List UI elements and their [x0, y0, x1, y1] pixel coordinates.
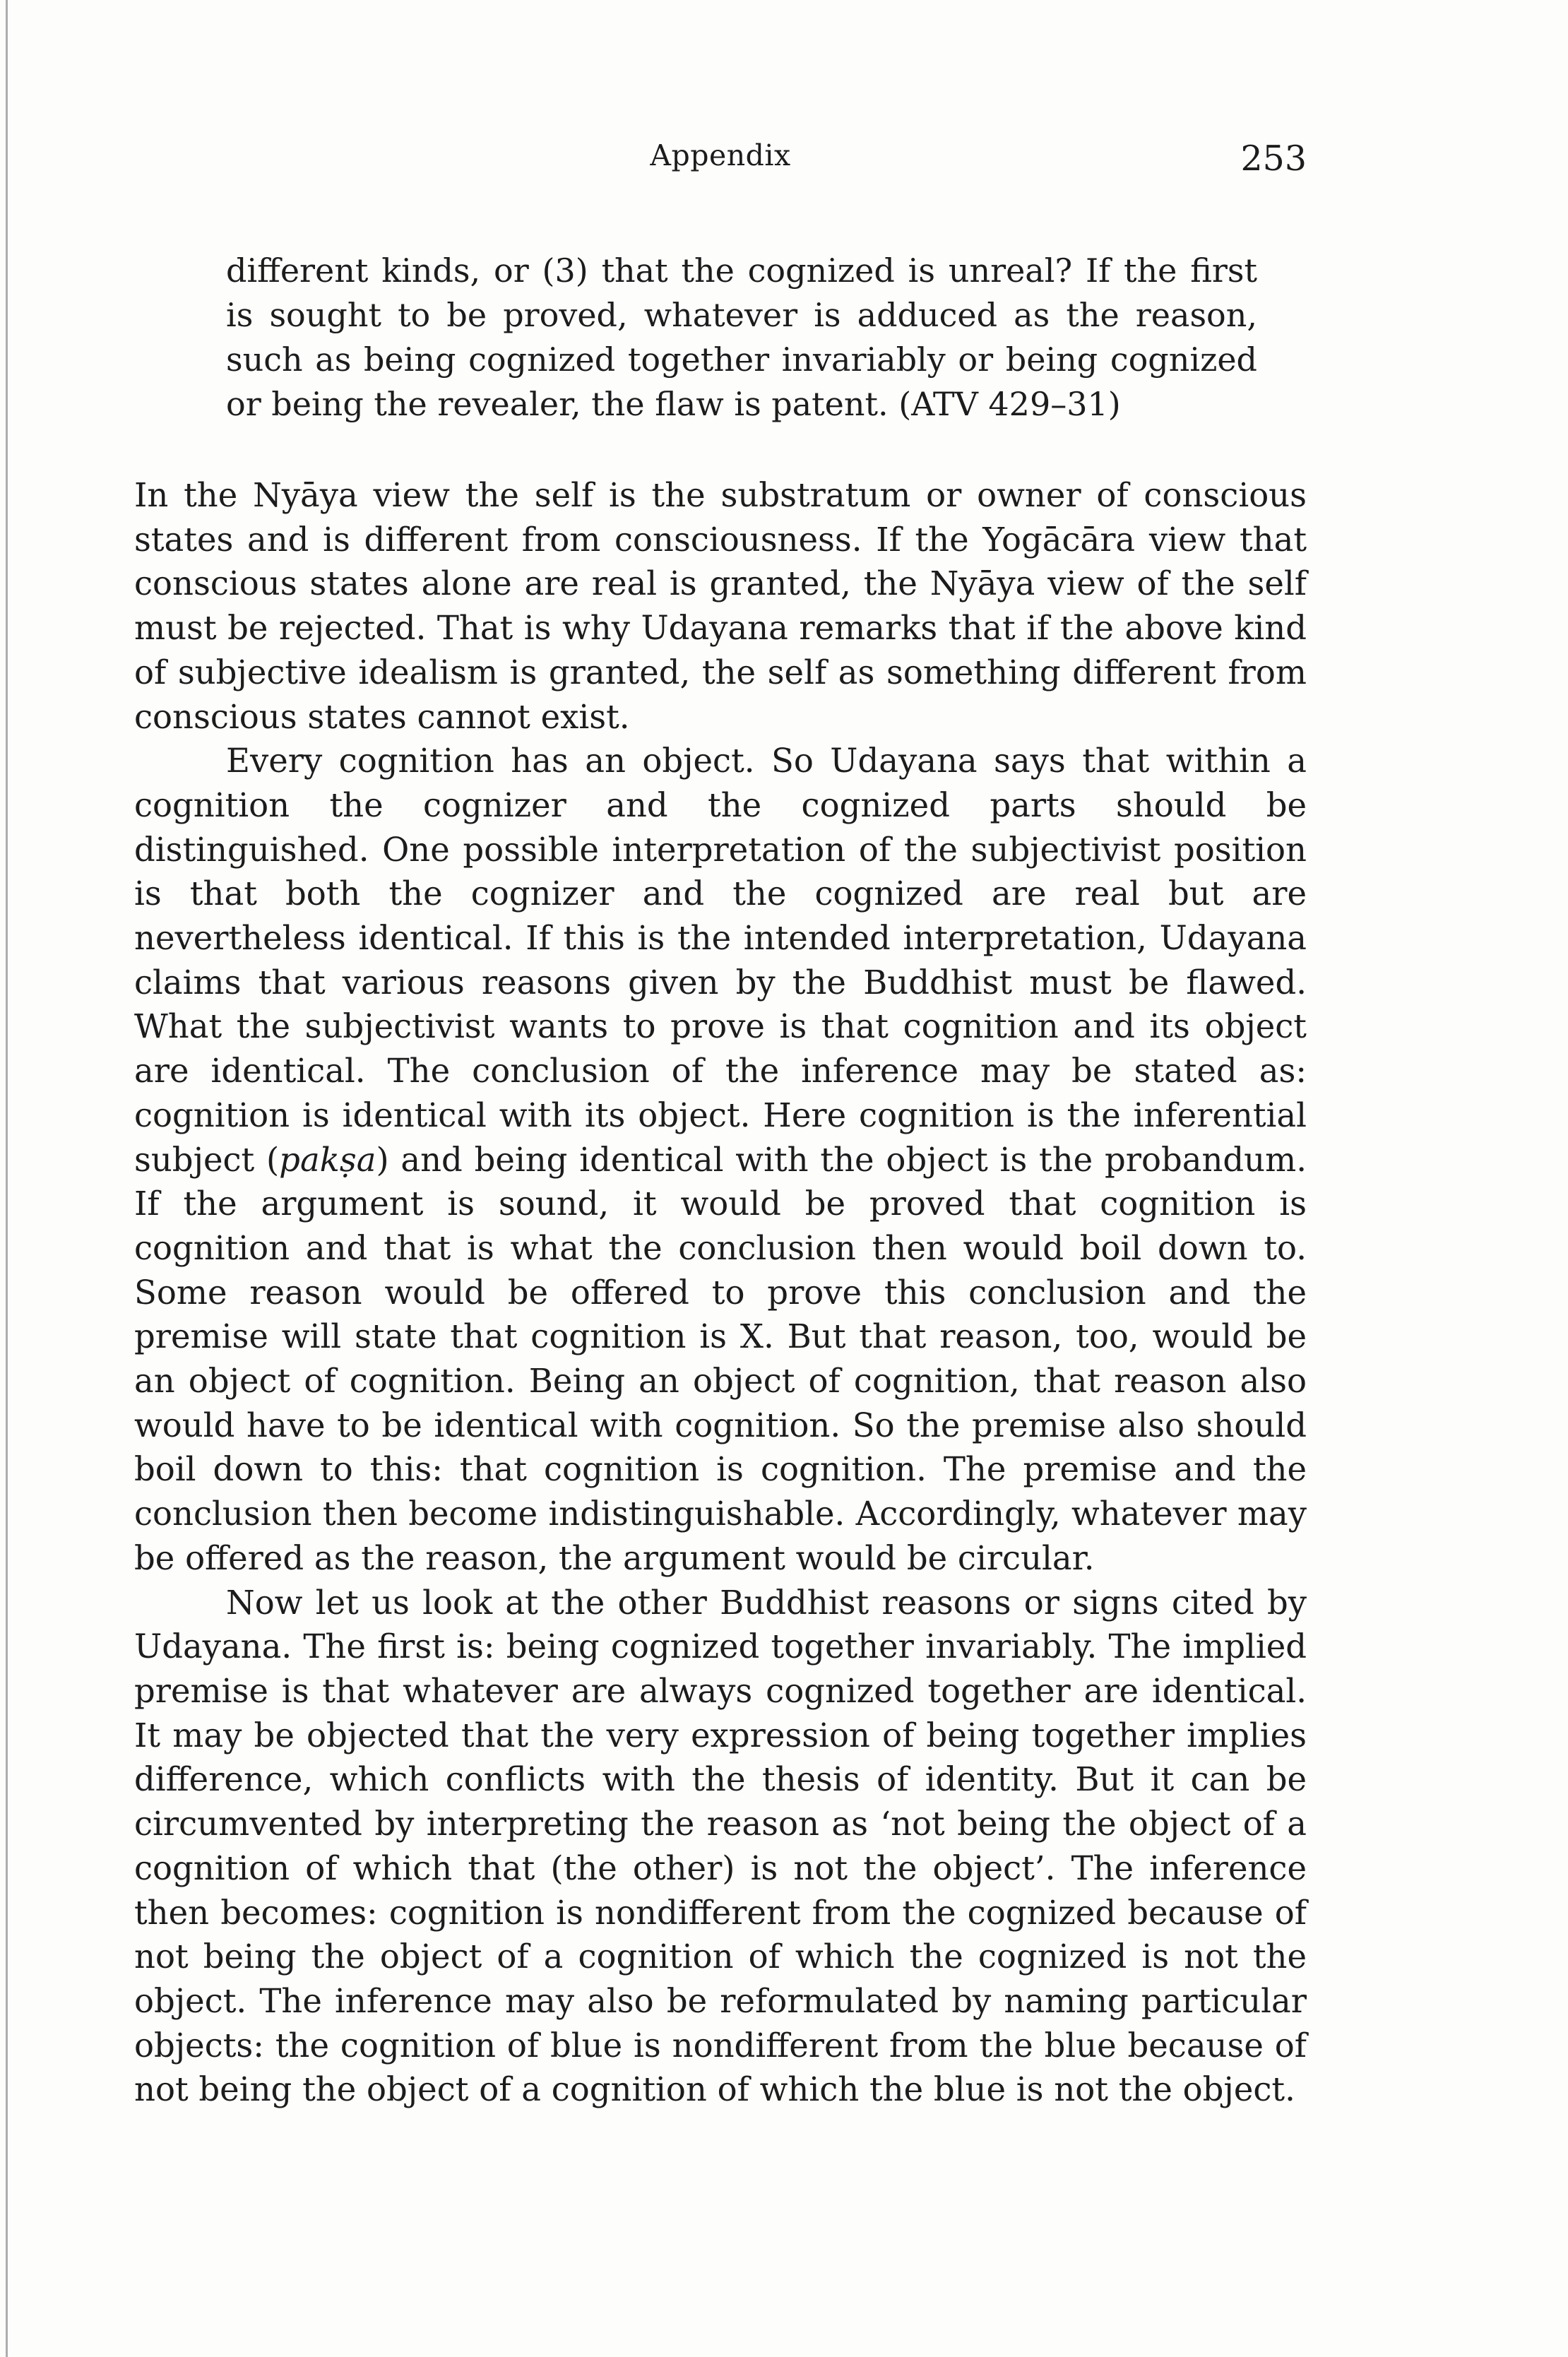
- page-edge-line: [6, 0, 8, 2357]
- italic-term-paksa: pakṣa: [279, 1140, 376, 1179]
- body-text: [134, 473, 1307, 2112]
- page-number: 253: [1240, 138, 1307, 179]
- paragraph-2-part-1: Every cognition has an object. So Udayana says that within a cognition the cognizer and the cognized parts should be distinguished. One possible interpretation of the subjectivist position is that both the cognizer and the cognized are real but are nevertheless identical. If this is the intended interpretation, Udayana claims that various reasons given by the Buddhist must be flawed. What the subjectivist wants to prove is that cognition and its object are identical. The conclusion of the inference may be stated as: cognition is identical with its object. Here cognition is the inferential subject (: [134, 742, 1307, 1179]
- paragraph-3: Now let us look at the other Buddhist reasons or signs cited by Udayana. The first is: being cognized together invariably. The implied premise is that whatever are always cognized together are identical. It may be objected that the very expression of being together implies difference, which conflicts with the thesis of identity. But it can be circumvented by interpreting the reason as ‘not being the object of a cognition of which that (the other) is not the object’. The inference then becomes: cognition is nondifferent from the cognized because of not being the object of a cognition of which the cognized is not the object. The inference may also be reformulated by naming particular objects: the cognition of blue is nondifferent from the blue because of not being the object of a cognition of which the blue is not the object.: [134, 1583, 1307, 2109]
- paragraph-2-part-2: ) and being identical with the object is the probandum. If the argument is sound, it would be proved that cognition is cognition and that is what the conclusion then would boil down to. Some reason would be offered to prove this conclusion and the premise will state that cognition is X. But that reason, too, would be an object of cognition. Being an object of cognition, that reason also would have to be identical with cognition. So the premise also should boil down to this: that cognition is cognition. The premise and the conclusion then become indistinguishable. Accordingly, whatever may be offered as the reason, the argument would be circular.: [134, 1140, 1307, 1577]
- running-head: Appendix: [650, 138, 791, 172]
- block-quote: [226, 249, 1257, 427]
- page-header: [134, 138, 1307, 188]
- paragraph-1: In the Nyāya view the self is the substratum or owner of conscious states and is different from consciousness. If the Yogācāra view that conscious states alone are real is granted, the Nyāya view of the self must be rejected. That is why Udayana remarks that if the above kind of subjective idealism is granted, the self as something different from conscious states cannot exist.: [134, 476, 1307, 736]
- paragraph-2: [134, 739, 1307, 1580]
- block-quote-text: different kinds, or (3) that the cognized is unreal? If the first is sought to be proved, whatever is adduced as the reason, such as being cognized together invariably or being cognized or being the revealer, the flaw is patent. (ATV 429–31): [226, 251, 1257, 423]
